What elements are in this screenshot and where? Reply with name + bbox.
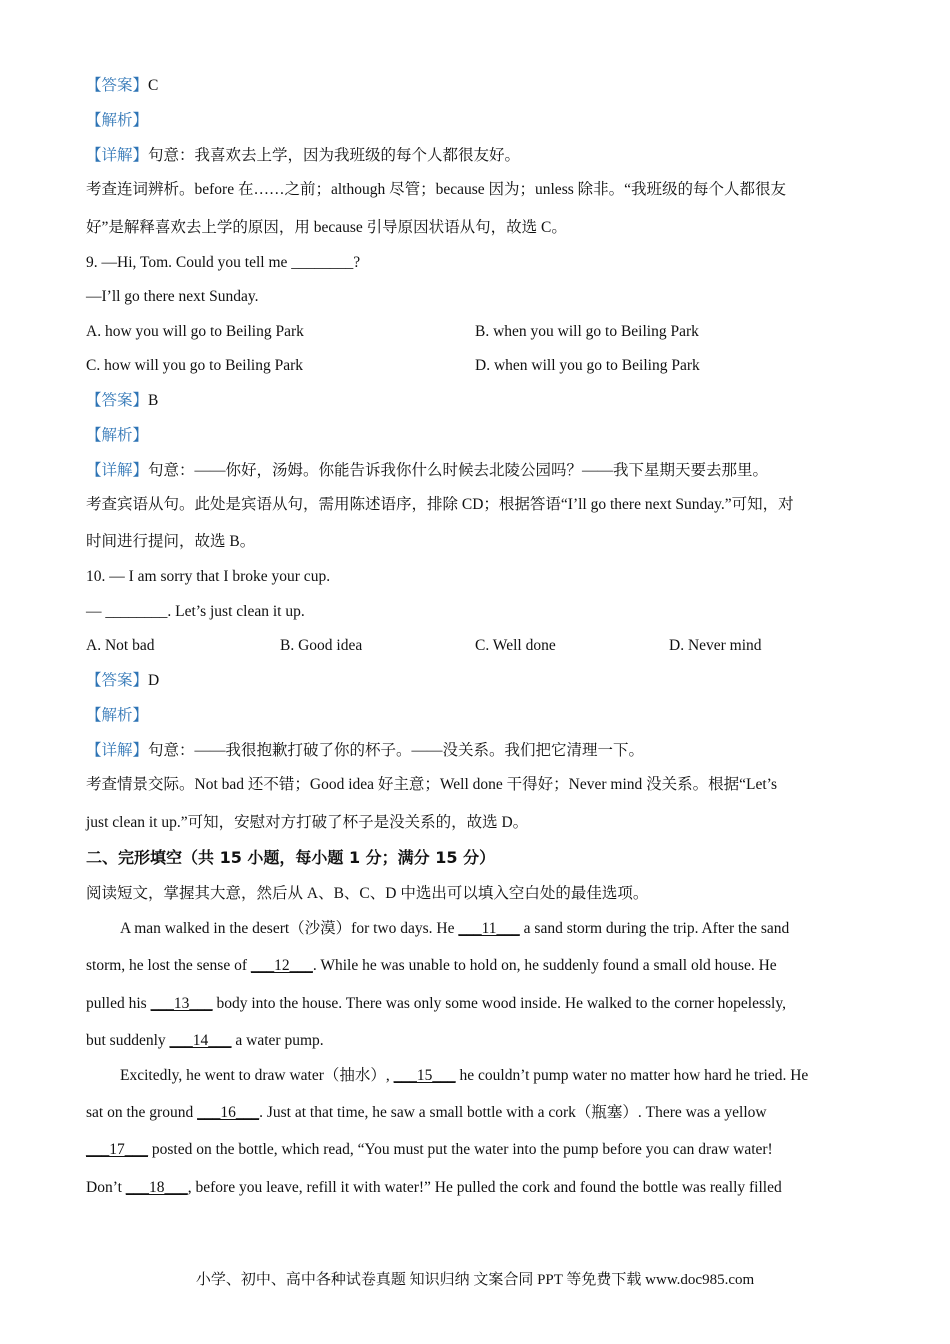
q9-option-b: B. when you will go to Beiling Park [475,323,699,340]
passage-line-3: pulled his ___13___ body into the house. There was only some wood inside. He walked to the corner hopelessly, [86,995,786,1012]
q9-option-a: A. how you will go to Beiling Park [86,323,304,340]
detail-tag: 【详解】 [86,147,149,164]
q8-analysis-tag: 【解析】 [86,112,149,129]
q9-explain-2: 时间进行提问，故选 B。 [86,533,256,550]
detail-tag: 【详解】 [86,742,149,759]
blank-14: ___14___ [169,1032,232,1049]
passage-line-1: A man walked in the desert（沙漠）for two days. He ___11___ a sand storm during the trip. After the sand [120,920,790,937]
q8-answer-line [86,74,158,98]
blank-16: ___16___ [197,1104,260,1121]
passage-line-4: but suddenly ___14___ a water pump. [86,1032,324,1049]
passage-line-8: Don’t ___18___, before you leave, refill it with water!” He pulled the cork and found the bottle was really filled [86,1179,782,1196]
q9-answer: B [148,392,159,409]
q9-option-d: D. when will you go to Beiling Park [475,357,700,374]
q10-answer: D [148,672,160,689]
q8-explain-2: 好”是解释喜欢去上学的原因，用 because 引导原因状语从句，故选 C。 [86,219,567,236]
passage-line-6: sat on the ground ___16___. Just at that time, he saw a small bottle with a cork（瓶塞）. There was a yellow [86,1104,767,1121]
q9-detail-line [86,459,768,483]
q10-option-c: C. Well done [475,637,556,654]
q8-answer: C [148,77,159,94]
q10-detail: 句意：——我很抱歉打破了你的杯子。——没关系。我们把它清理一下。 [148,742,645,759]
q10-detail-line [86,739,644,763]
q10-stem: 10. — I am sorry that I broke your cup. [86,568,331,585]
blank-12: ___12___ [250,957,313,974]
q10-answer-line [86,669,159,693]
q10-explain-2: just clean it up.”可知，安慰对方打破了杯子是没关系的，故选 D。 [86,814,529,831]
page-footer: 小学、初中、高中各种试卷真题 知识归纳 文案合同 PPT 等免费下载 www.doc985.com [195,1272,755,1288]
passage-line-7: ___17___ posted on the bottle, which read, “You must put the water into the pump before you can draw water! [86,1141,773,1158]
q9-option-c: C. how will you go to Beiling Park [86,357,303,374]
detail-tag: 【详解】 [86,462,149,479]
answer-tag: 【答案】 [86,77,149,94]
blank-11: ___11___ [458,920,520,937]
q9-explain-1: 考查宾语从句。此处是宾语从句，需用陈述语序，排除 CD；根据答语“I’ll go there next Sunday.”可知，对 [86,496,794,513]
q10-reply: — ________. Let’s just clean it up. [86,603,305,620]
passage-line-5: Excitedly, he went to draw water（抽水）, ___15___ he couldn’t pump water no matter how hard he tried. He [120,1067,809,1084]
answer-tag: 【答案】 [86,672,149,689]
blank-18: ___18___ [125,1179,188,1196]
q8-detail: 句意：我喜欢去上学，因为我班级的每个人都很友好。 [148,147,521,164]
q8-detail-line [86,144,520,168]
q10-analysis-tag: 【解析】 [86,707,149,724]
q10-explain-1: 考查情景交际。Not bad 还不错；Good idea 好主意；Well done 干得好；Never mind 没关系。根据“Let’s [86,776,778,793]
q9-detail: 句意：——你好，汤姆。你能告诉我你什么时候去北陵公园吗？——我下星期天要去那里。 [148,462,769,479]
q9-reply: —I’ll go there next Sunday. [86,288,259,305]
blank-15: ___15___ [393,1067,456,1084]
q9-analysis-tag: 【解析】 [86,427,149,444]
blank-17: ___17___ [86,1141,148,1158]
q10-option-b: B. Good idea [280,637,363,654]
answer-tag: 【答案】 [86,392,149,409]
section-heading: 二、完形填空（共 15 小题，每小题 1 分；满分 15 分） [86,848,496,867]
q9-answer-line [86,389,158,413]
q8-explain-1: 考查连词辨析。before 在……之前；although 尽管；because 因为；unless 除非。“我班级的每个人都很友 [86,181,787,198]
blank-13: ___13___ [150,995,213,1012]
passage-line-2: storm, he lost the sense of ___12___. While he was unable to hold on, he suddenly found a small old house. He [86,957,777,974]
q10-option-a: A. Not bad [86,637,155,654]
q9-stem: 9. —Hi, Tom. Could you tell me ________? [86,254,361,271]
section-instruction: 阅读短文，掌握其大意，然后从 A、B、C、D 中选出可以填入空白处的最佳选项。 [86,885,649,902]
q10-option-d: D. Never mind [669,637,762,654]
